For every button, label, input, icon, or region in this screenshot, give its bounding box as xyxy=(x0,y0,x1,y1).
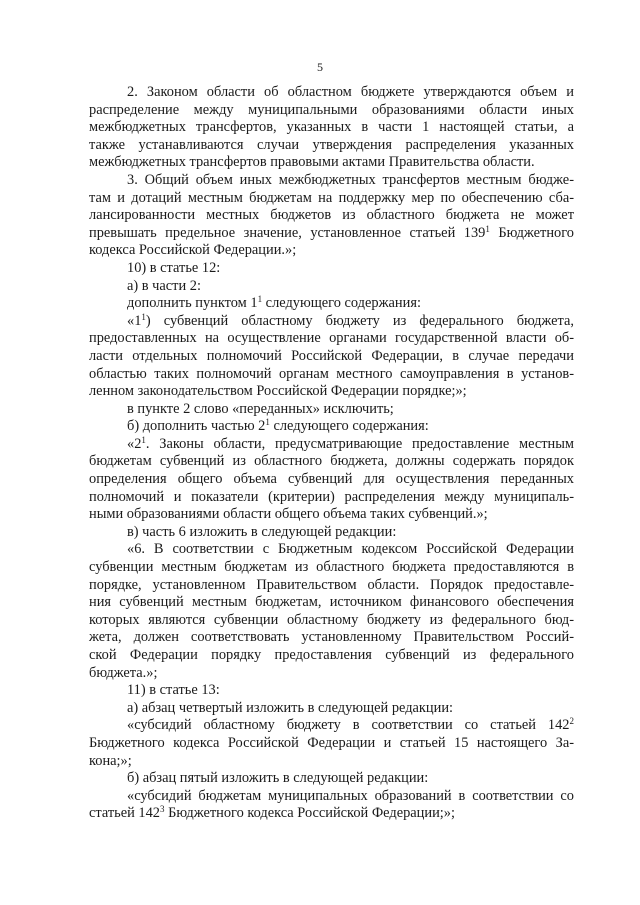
text-run: дополнить пунктом 1 xyxy=(127,295,258,312)
text-line xyxy=(89,295,574,313)
text-run: лансированности местных бюджетов из областного бюджета не может xyxy=(89,207,574,224)
superscript: 1 xyxy=(265,417,270,428)
text-run: ными образованиями области общего объема таких субвенций.»; xyxy=(89,506,488,523)
text-run: 10) в статье 12: xyxy=(127,259,221,276)
text-run: бюджетам субвенций из областного бюджета, должны содержать порядок xyxy=(89,453,574,470)
text-line xyxy=(89,612,574,630)
text-line xyxy=(89,594,574,612)
text-run: полномочий и показатели (критерии) распределения между муниципаль- xyxy=(89,488,574,505)
text-line xyxy=(89,418,574,436)
text-run: межбюджетных трансфертов, указанных в части 1 настоящей статьи, а xyxy=(89,119,574,136)
text-run: Бюджетного кодекса Российской Федерации;»; xyxy=(164,805,455,822)
text-line xyxy=(89,541,574,559)
text-run: кодекса Российской Федерации.»; xyxy=(89,242,297,259)
text-line xyxy=(89,137,574,155)
superscript: 1 xyxy=(141,311,146,322)
text-line xyxy=(89,348,574,366)
text-run: порядке, установленном Правительством области. Порядок предоставле- xyxy=(89,576,574,593)
text-line xyxy=(89,717,574,735)
text-line xyxy=(89,84,574,102)
text-line xyxy=(89,313,574,331)
text-line xyxy=(89,366,574,384)
text-run: следующего содержания: xyxy=(269,418,429,435)
text-run: ласти отдельных полномочий Российской Федерации, в случае передачи xyxy=(89,347,574,364)
text-run: там и дотаций местным бюджетам на поддержку мер по обеспечению сба- xyxy=(89,189,574,206)
text-line xyxy=(89,577,574,595)
text-line xyxy=(89,524,574,542)
text-run: 2. Законом области об областном бюджете утверждаются объем и xyxy=(127,84,574,100)
text-run: следующего содержания: xyxy=(262,295,421,312)
text-run: бюджета.»; xyxy=(89,664,158,681)
text-line xyxy=(89,471,574,489)
text-line xyxy=(89,260,574,278)
text-line xyxy=(89,436,574,454)
text-run: «2 xyxy=(127,435,142,452)
text-run: 3. Общий объем иных межбюджетных трансфертов местным бюдже- xyxy=(127,171,574,188)
text-line xyxy=(89,119,574,137)
text-run: определения общего объема субвенций для осуществления переданных xyxy=(89,471,574,488)
text-line xyxy=(89,753,574,771)
text-run: Бюджетного xyxy=(489,224,574,241)
document-body xyxy=(89,84,574,823)
text-line xyxy=(89,735,574,753)
text-line xyxy=(89,506,574,524)
text-run: в) часть 6 изложить в следующей редакции: xyxy=(127,523,397,540)
superscript: 1 xyxy=(141,434,146,445)
text-line xyxy=(89,383,574,401)
superscript: 1 xyxy=(485,223,490,234)
text-line xyxy=(89,647,574,665)
text-run: Бюджетного кодекса Российской Федерации и статьей 15 настоящего За- xyxy=(89,734,574,751)
text-line xyxy=(89,700,574,718)
text-line xyxy=(89,190,574,208)
text-run: «6. В соответствии с Бюджетным кодексом Российской Федерации xyxy=(127,541,574,558)
text-run: 11) в статье 13: xyxy=(127,682,220,699)
text-run: а) в части 2: xyxy=(127,277,201,294)
text-line xyxy=(89,489,574,507)
text-line xyxy=(89,330,574,348)
text-line xyxy=(89,629,574,647)
text-line xyxy=(89,401,574,419)
text-run: б) абзац пятый изложить в следующей редакции: xyxy=(127,770,429,787)
text-line xyxy=(89,665,574,683)
text-line xyxy=(89,102,574,120)
text-run: жета, должен соответствовать установленному Правительством Россий- xyxy=(89,629,574,646)
text-line xyxy=(89,154,574,172)
text-line xyxy=(89,278,574,296)
text-run: . Законы области, предусматривающие предоставление местным xyxy=(145,435,574,452)
text-run: межбюджетных трансфертов правовыми актами Правительства области. xyxy=(89,154,535,171)
text-line xyxy=(89,225,574,243)
text-line xyxy=(89,682,574,700)
text-run: «1 xyxy=(127,312,142,329)
text-line xyxy=(89,805,574,823)
text-line xyxy=(89,559,574,577)
text-run: также устанавливаются случаи утверждения распределения указанных xyxy=(89,136,574,153)
text-run: ния субвенций местным бюджетам, источником финансового обеспечения xyxy=(89,594,574,611)
superscript: 3 xyxy=(160,804,165,815)
text-run: кона;»; xyxy=(89,752,132,769)
text-line xyxy=(89,770,574,788)
text-line xyxy=(89,172,574,190)
text-line xyxy=(89,207,574,225)
page-number: 5 xyxy=(317,60,323,74)
superscript: 2 xyxy=(569,716,574,727)
text-run: ской Федерации порядку предоставления субвенций из федерального xyxy=(89,647,574,663)
superscript: 1 xyxy=(257,294,263,305)
text-line xyxy=(89,788,574,806)
text-run: в пункте 2 слово «переданных» исключить; xyxy=(127,400,394,417)
text-run: ленном законодательством Российской Федерации порядке;»; xyxy=(89,383,467,400)
text-run: субвенции местным бюджетам из областного бюджета предоставляются в xyxy=(89,559,574,576)
text-line xyxy=(89,242,574,260)
text-run: превышать предельное значение, установленное статьей 139 xyxy=(89,224,486,241)
text-line xyxy=(89,453,574,471)
text-run: «субсидий областному бюджету в соответствии со статьей 142 xyxy=(127,717,570,734)
text-run: областью таких полномочий органам местного самоуправления в установ- xyxy=(89,365,574,382)
text-run: которых являются субвенции областному бюджету из федерального бюд- xyxy=(89,611,574,628)
text-run: статьей 142 xyxy=(89,805,160,822)
text-run: предоставленных на осуществление органами государственной власти об- xyxy=(89,330,574,347)
text-run: а) абзац четвертый изложить в следующей редакции: xyxy=(127,699,454,716)
text-run: ) субвенций областному бюджету из федерального бюджета, xyxy=(145,312,574,329)
text-run: б) дополнить частью 2 xyxy=(127,418,266,435)
text-run: распределение между муниципальными образованиями области иных xyxy=(89,101,574,118)
text-run: «субсидий бюджетам муниципальных образований в соответствии со xyxy=(127,787,574,804)
